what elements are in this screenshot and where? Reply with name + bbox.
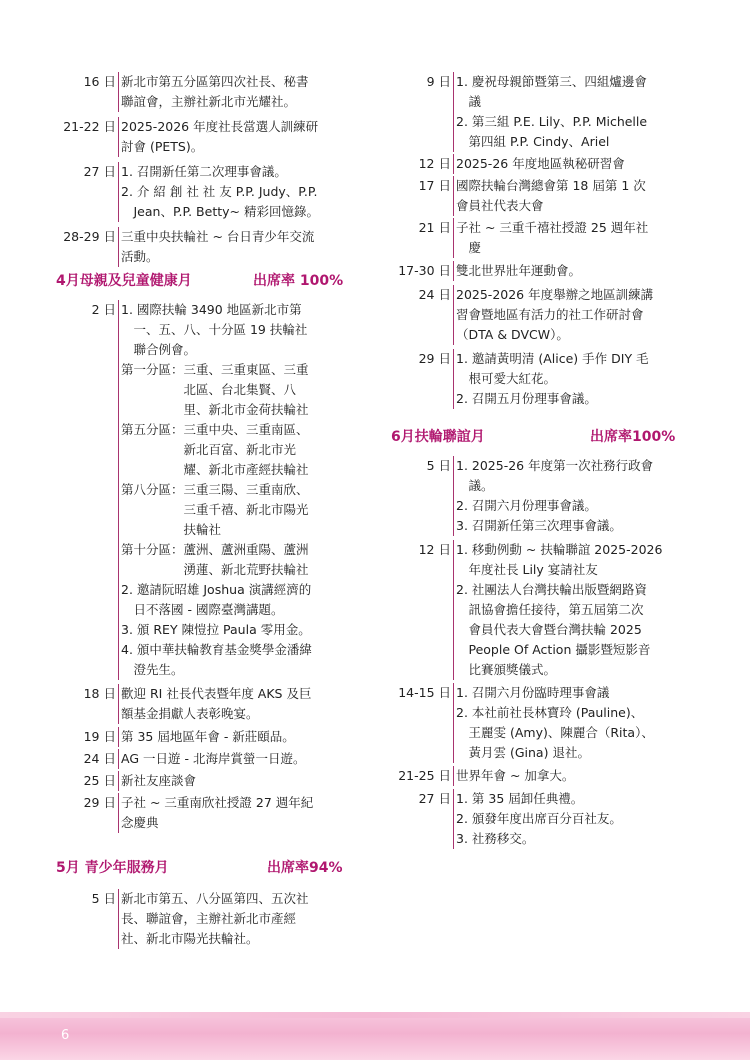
- schedule-entry: [0, 793, 375, 833]
- entry-divider: [118, 793, 119, 833]
- entry-text: [456, 683, 698, 763]
- schedule-entry: [0, 727, 375, 747]
- schedule-entry: [375, 766, 750, 786]
- entry-line: 三重千禧、新北市陽光: [121, 502, 309, 517]
- schedule-entry: [375, 285, 750, 345]
- entry-line: （DTA & DVCW）。: [456, 327, 569, 342]
- entry-line: 額基金捐獻人表彰晚宴。: [121, 706, 259, 721]
- entry-line: 2. 頒發年度出席百分百社友。: [456, 811, 622, 826]
- entry-date: 5 日: [426, 458, 451, 473]
- entry-line: 第八分區：三重三陽、三重南欣、: [121, 482, 309, 497]
- entry-line: 第十分區：蘆洲、蘆洲重陽、蘆洲: [121, 542, 309, 557]
- entry-line: 社、新北市陽光扶輪社。: [121, 931, 259, 946]
- schedule-entry: [375, 789, 750, 849]
- entry-text: [456, 285, 698, 345]
- entry-text: [456, 72, 698, 152]
- entry-text: [456, 766, 698, 786]
- entry-divider: [118, 749, 119, 769]
- entry-date: 24 日: [83, 751, 116, 766]
- entry-line: 聯誼會，主辦社新北市光耀社。: [121, 94, 297, 109]
- entry-divider: [453, 456, 454, 536]
- entry-line: 2025-26 年度地區執秘研習會: [456, 156, 625, 171]
- schedule-entry: [375, 349, 750, 409]
- entry-date: 9 日: [426, 74, 451, 89]
- entry-date: 21-22 日: [63, 119, 116, 134]
- attendance-rate: 出席率94%: [267, 860, 343, 876]
- entry-line: 1. 移動例動 ~ 扶輪聯誼 2025-2026: [456, 542, 663, 557]
- schedule-entry: [375, 261, 750, 281]
- entry-line: 根可愛大紅花。: [456, 371, 557, 386]
- entry-text: [121, 227, 360, 267]
- entry-line: 3. 社務移交。: [456, 831, 535, 846]
- entry-line: 黃月雲 (Gina) 退社。: [456, 745, 590, 760]
- entry-date: 17 日: [418, 178, 451, 193]
- entry-date: 5 日: [91, 891, 116, 906]
- schedule-entry: [375, 176, 750, 216]
- entry-line: 活動。: [121, 249, 159, 264]
- schedule-entry: [375, 72, 750, 152]
- entry-line: 新北市第五、八分區第四、五次社: [121, 891, 309, 906]
- schedule-entry: [375, 540, 750, 680]
- page-number: 6: [61, 1028, 70, 1043]
- section-title: 5月 青少年服務月: [56, 860, 169, 876]
- entry-line: 比賽頒獎儀式。: [456, 662, 557, 677]
- entry-line: 新北市第五分區第四次社長、秘書: [121, 74, 309, 89]
- entry-line: 議。: [456, 478, 494, 493]
- entry-line: 雙北世界壯年運動會。: [456, 263, 582, 278]
- entry-divider: [453, 789, 454, 849]
- entry-line: 2025-2026 年度社長當選人訓練研: [121, 119, 319, 134]
- entry-divider: [453, 766, 454, 786]
- entry-line: 討會 (PETS)。: [121, 139, 204, 154]
- entry-divider: [453, 285, 454, 345]
- schedule-entry: [375, 683, 750, 763]
- entry-text: [456, 154, 698, 174]
- entry-date: 27 日: [83, 164, 116, 179]
- entry-divider: [118, 227, 119, 267]
- entry-date: 29 日: [418, 351, 451, 366]
- entry-date: 27 日: [418, 791, 451, 806]
- entry-line: 新北百富、新北市光: [121, 442, 297, 457]
- entry-line: 第一分區：三重、三重東區、三重: [121, 362, 309, 377]
- entry-line: 聯合例會。: [121, 342, 197, 357]
- entry-divider: [118, 771, 119, 791]
- entry-line: 三重中央扶輪社 ~ 台日青少年交流: [121, 229, 315, 244]
- section-title: 4月母親及兒童健康月: [56, 273, 192, 289]
- entry-line: 2. 本社前社長林寶玲 (Pauline)、: [456, 705, 644, 720]
- entry-line: 2. 社團法人台灣扶輪出版暨網路資: [456, 582, 647, 597]
- entry-line: 2. 召開五月份理事會議。: [456, 391, 597, 406]
- entry-text: [456, 349, 698, 409]
- entry-divider: [118, 889, 119, 949]
- entry-line: 王麗雯 (Amy)、陳麗合（Rita）、: [456, 725, 654, 740]
- entry-text: [121, 793, 360, 833]
- entry-line: 新社友座談會: [121, 773, 197, 788]
- entry-text: [121, 749, 360, 769]
- entry-line: 子社 ~ 三重千禧社授證 25 週年社: [456, 220, 649, 235]
- entry-text: [121, 889, 360, 949]
- entry-text: [121, 72, 360, 112]
- entry-divider: [118, 72, 119, 112]
- entry-divider: [118, 300, 119, 680]
- entry-line: 子社 ~ 三重南欣社授證 27 週年紀: [121, 795, 314, 810]
- footer-band: [0, 1012, 750, 1060]
- entry-divider: [453, 176, 454, 216]
- entry-line: 耀、新北市產經扶輪社: [121, 462, 309, 477]
- entry-line: 年度社長 Lily 宴請社友: [456, 562, 598, 577]
- entry-line: 第 35 屆地區年會 - 新莊頤品。: [121, 729, 295, 744]
- entry-text: [456, 218, 698, 258]
- section-title: 6月扶輪聯誼月: [391, 429, 485, 445]
- entry-text: [121, 727, 360, 747]
- entry-line: 習會暨地區有活力的社工作研討會: [456, 307, 644, 322]
- schedule-entry: [375, 456, 750, 536]
- entry-line: 2. 召開六月份理事會議。: [456, 498, 597, 513]
- entry-text: [121, 771, 360, 791]
- entry-line: People Of Action 攝影暨短影音: [456, 642, 651, 657]
- entry-line: 念慶典: [121, 815, 159, 830]
- entry-date: 2 日: [91, 302, 116, 317]
- schedule-entry: [0, 889, 375, 949]
- entry-divider: [453, 261, 454, 281]
- entry-line: 1. 2025-26 年度第一次社務行政會: [456, 458, 654, 473]
- schedule-entry: [375, 218, 750, 258]
- entry-line: Jean、P.P. Betty~ 精彩回憶錄。: [121, 204, 319, 219]
- entry-date: 24 日: [418, 287, 451, 302]
- entry-line: 2. 介 紹 創 社 社 友 P.P. Judy、P.P.: [121, 184, 318, 199]
- entry-text: [456, 540, 698, 680]
- entry-date: 14-15 日: [398, 685, 451, 700]
- entry-date: 18 日: [83, 686, 116, 701]
- entry-date: 19 日: [83, 729, 116, 744]
- entry-line: 1. 召開六月份臨時理事會議: [456, 685, 610, 700]
- entry-line: 第四組 P.P. Cindy、Ariel: [456, 134, 610, 149]
- entry-date: 17-30 日: [398, 263, 451, 278]
- entry-text: [456, 176, 698, 216]
- entry-divider: [118, 162, 119, 222]
- entry-date: 29 日: [83, 795, 116, 810]
- entry-divider: [453, 154, 454, 174]
- entry-date: 25 日: [83, 773, 116, 788]
- entry-line: 4. 頒中華扶輪教育基金獎學金潘緯: [121, 642, 312, 657]
- entry-line: 國際扶輪台灣總會第 18 屆第 1 次: [456, 178, 646, 193]
- entry-text: [456, 261, 698, 281]
- entry-divider: [453, 540, 454, 680]
- entry-line: 里、新北市金荷扶輪社: [121, 402, 309, 417]
- entry-line: 澄先生。: [121, 662, 184, 677]
- entry-divider: [118, 117, 119, 157]
- attendance-rate: 出席率100%: [590, 429, 676, 445]
- entry-line: 2. 邀請阮昭雄 Joshua 演講經濟的: [121, 582, 312, 597]
- entry-text: [121, 300, 360, 680]
- entry-line: 1. 慶祝母親節暨第三、四組爐邊會: [456, 74, 647, 89]
- schedule-entry: [0, 117, 375, 157]
- entry-line: 1. 邀請黃明清 (Alice) 手作 DIY 毛: [456, 351, 649, 366]
- footer-stripe: [0, 1012, 750, 1018]
- entry-text: [121, 117, 360, 157]
- entry-line: 會員代表大會暨台灣扶輪 2025: [456, 622, 642, 637]
- entry-date: 28-29 日: [63, 229, 116, 244]
- schedule-entry: [0, 749, 375, 769]
- entry-line: 會員社代表大會: [456, 198, 544, 213]
- schedule-entry: [0, 72, 375, 112]
- entry-date: 21-25 日: [398, 768, 451, 783]
- entry-line: 2. 第三組 P.E. Lily、P.P. Michelle: [456, 114, 648, 129]
- entry-divider: [453, 683, 454, 763]
- schedule-entry: [375, 154, 750, 174]
- entry-line: 3. 頒 REY 陳愷拉 Paula 零用金。: [121, 622, 311, 637]
- entry-line: 日不落國 - 國際臺灣講題。: [121, 602, 284, 617]
- entry-line: 3. 召開新任第三次理事會議。: [456, 518, 622, 533]
- entry-line: 北區、台北集賢、八: [121, 382, 297, 397]
- entry-line: 扶輪社: [121, 522, 222, 537]
- entry-text: [121, 684, 360, 724]
- entry-line: 訊協會擔任接待，第五屆第二次: [456, 602, 644, 617]
- entry-line: 一、五、八、十分區 19 扶輪社: [121, 322, 308, 337]
- entry-date: 16 日: [83, 74, 116, 89]
- entry-date: 12 日: [418, 156, 451, 171]
- entry-divider: [453, 349, 454, 409]
- schedule-entry: [0, 771, 375, 791]
- entry-divider: [453, 72, 454, 152]
- attendance-rate: 出席率 100%: [253, 273, 344, 289]
- entry-date: 12 日: [418, 542, 451, 557]
- schedule-entry: [0, 162, 375, 222]
- entry-date: 21 日: [418, 220, 451, 235]
- entry-text: [121, 162, 360, 222]
- schedule-entry: [0, 684, 375, 724]
- entry-line: 議: [456, 94, 482, 109]
- schedule-entry: [0, 227, 375, 267]
- entry-line: 2025-2026 年度舉辦之地區訓練講: [456, 287, 654, 302]
- entry-line: 1. 召開新任第二次理事會議。: [121, 164, 287, 179]
- entry-divider: [453, 218, 454, 258]
- entry-line: 1. 第 35 屆卸任典禮。: [456, 791, 584, 806]
- entry-line: 歡迎 RI 社長代表暨年度 AKS 及巨: [121, 686, 312, 701]
- entry-text: [456, 456, 698, 536]
- schedule-entry: [0, 300, 375, 680]
- entry-line: 世界年會 ~ 加拿大。: [456, 768, 575, 783]
- entry-line: 第五分區：三重中央、三重南區、: [121, 422, 309, 437]
- entry-divider: [118, 684, 119, 724]
- entry-line: 長、聯誼會，主辦社新北市產經: [121, 911, 297, 926]
- entry-divider: [118, 727, 119, 747]
- entry-line: 慶: [456, 240, 482, 255]
- entry-line: AG 一日遊 - 北海岸賞螢一日遊。: [121, 751, 306, 766]
- entry-text: [456, 789, 698, 849]
- entry-line: 1. 國際扶輪 3490 地區新北市第: [121, 302, 302, 317]
- entry-line: 湧蓮、新北荒野扶輪社: [121, 562, 309, 577]
